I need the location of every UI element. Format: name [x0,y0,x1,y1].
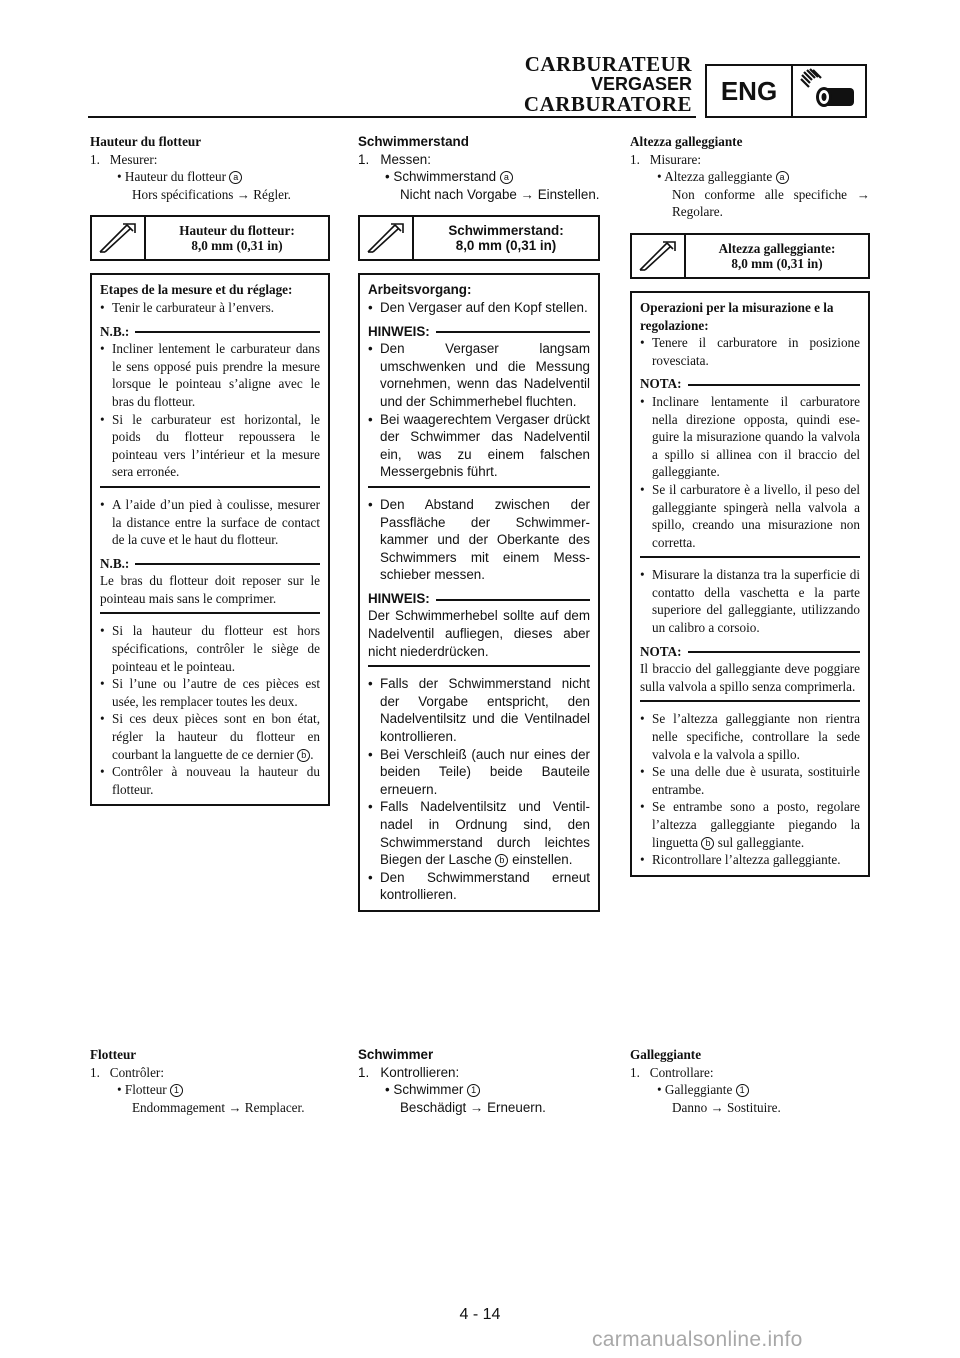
note-label: HINWEIS: [368,590,430,606]
note-end-rule [100,486,320,488]
float-heading: Galleggiante [630,1047,702,1062]
spec-value: 8,0 mm (0,31 in) [731,255,823,271]
note-item: • Incliner lentement le carburateur dans le sens opposé puis prendre la mesure lorsque le pointeau s’aligne avec le bras du flotteur. [100,340,320,410]
note-item: • Bei waagerechtem Vergaser drückt der Schwimmer das Nadelventil ein, was zu einem falschen Messergebnis führt. [368,411,590,481]
procedure-step: • Tenere il carburatore in posizione rovesciata. [640,334,860,369]
ref-mark-1: 1 [170,1084,183,1097]
check-item: • Galleggiante 1 [630,1081,870,1099]
note-label: NOTA: [640,376,682,392]
procedure-step: • Den Vergaser auf den Kopf stellen. [368,299,590,317]
procedure-step: • Ricontrollare l’altezza galleggiante. [640,851,860,869]
title-de: VERGASER [590,74,692,94]
spec-label: Altezza galleggiante: [718,240,836,256]
spec-value: 8,0 mm (0,31 in) [191,238,283,254]
ref-mark-a: a [500,171,513,184]
caliper-icon [92,217,146,259]
measure-item: • Hauteur du flotteur a [90,168,330,186]
note-item: • Inclinare lentamente il carburatore nella direzione opposta, quindi eseguire la misurazione quando la valvola a spillo si allinea con il braccio del galleggiante. [640,393,860,481]
column-french [90,133,330,806]
step-measure: 1. Mesurer: [90,151,158,167]
note-header [368,323,590,341]
procedure-step: • Se l’altezza galleggiante non rientra nelle specifiche, controllare la sede valvola e la valvola a spillo. [640,710,860,763]
column-german [358,133,600,912]
spec-box [630,233,870,279]
step-measure: 1. Messen: [358,151,431,167]
section-badge [705,64,867,118]
caliper-icon [632,235,686,277]
ref-mark-b: b [495,854,508,867]
spec-box [90,215,330,261]
note-text: Il braccio del galleggiante deve poggiare sulla valvola a spillo senza comprimerla. [640,661,860,694]
float-height-heading: Altezza galleggiante [630,134,743,149]
procedure-step: • Den Abstand zwischen der Passfläche der Schwimmerkammer und der Oberkante des Schwimmers mit einem Messschieber messen. [368,496,590,584]
column-german-float [358,1046,600,1116]
procedure-step: • Falls Nadelventilsitz und Ventilnadel in Ordnung sind, den Schwimmerstand durch leichtes Biegen der Lasche b einstellen. [368,798,590,868]
note-header [100,555,320,573]
float-height-heading: Schwimmerstand [358,134,469,149]
step-check: 1. Contrôler: [90,1064,164,1080]
note-end-rule [368,665,590,667]
column-french-float [90,1046,330,1116]
note-end-rule [640,556,860,558]
procedure-step: • Si la hauteur du flotteur est hors spécifications, contrôler le siège de pointeau et le pointeau. [100,622,320,675]
note-item: • Den Vergaser langsam umschwenken und die Messung vornehmen, wenn das Nadelventil und der Schimmerhebel fluchten. [368,340,590,410]
ref-mark-1: 1 [736,1084,749,1097]
caliper-icon [360,217,414,259]
measure-item: • Schwimmerstand a [358,168,600,186]
procedure-step: • Si l’une ou l’autre de ces pièces est usée, les remplacer toutes les deux. [100,675,320,710]
note-end-rule [368,486,590,488]
spec-label: Schwimmerstand: [448,223,564,239]
note-header [640,643,860,661]
ref-mark-b: b [297,749,310,762]
note-label: N.B.: [100,555,130,571]
procedure-title: Operazioni per la misurazione e la regolazione: [640,299,834,333]
check-result: Danno → Sostituire. [672,1099,781,1115]
measure-result: Hors spécifications → Régler. [132,186,291,202]
procedure-step: • Se una delle due è usurata, sostituirle entrambe. [640,763,860,798]
step-check: 1. Controllare: [630,1064,714,1080]
float-heading: Flotteur [90,1047,137,1062]
note-label: HINWEIS: [368,323,430,339]
procedure-title: Etapes de la mesure et du réglage: [100,282,293,298]
measure-result: Non conforme alle specifiche → Regolare. [672,186,870,220]
header-rule [88,116,696,118]
check-result: Endommagement → Remplacer. [132,1099,305,1115]
note-item: • Se il carburatore è a livello, il peso del galleggiante spingerà nella valvola a spillo, creando una misurazione non corretta. [640,481,860,551]
check-item: • Schwimmer 1 [358,1081,600,1099]
note-text: Der Schwimmerhebel sollte auf dem Nadelventil aufliegen, dieses aber nicht niederdrücken. [368,608,590,659]
procedure-step: • Contrôler à nouveau la hauteur du flotteur. [100,763,320,798]
procedure-step: • Se entrambe sono a posto, regolare l’altezza galleggiante piegando la linguetta b sul galleggiante. [640,798,860,851]
note-label: NOTA: [640,643,682,659]
procedure-step: • Misurare la distanza tra la superficie di contatto della vaschetta e la parte superiore del galleggiante, utilizzando un calibro a corsoio. [640,566,860,636]
measure-result: Nicht nach Vorgabe → Einstellen. [400,186,600,202]
procedure-title: Arbeitsvorgang: [368,282,472,298]
column-italian-float [630,1046,870,1116]
note-header [368,590,590,608]
ref-mark-a: a [229,171,242,184]
float-heading: Schwimmer [358,1047,434,1062]
column-italian [630,133,870,877]
procedure-step: • Falls der Schwimmerstand nicht der Vorgabe entspricht, den Nadelventilsitz und die Ventilnadel kontrollieren. [368,675,590,745]
ref-mark-a: a [776,171,789,184]
procedure-step: • Den Schwimmerstand erneut kontrollieren. [368,869,590,904]
section-badge-label: ENG [707,66,793,116]
note-header [640,375,860,393]
procedure-box [90,273,330,806]
procedure-step: • Si ces deux pièces sont en bon état, régler la hauteur du flotteur en courbant la languette de ce dernier b . [100,710,320,763]
procedure-step: • Tenir le carburateur à l’envers. [100,299,320,317]
procedure-step: • Bei Verschleiß (auch nur eines der beiden Teile) beide Bauteile erneuern. [368,746,590,799]
step-measure: 1. Misurare: [630,151,702,167]
procedure-box [630,291,870,877]
watermark: carmanualsonline.info [592,1328,803,1351]
engine-wrench-icon [793,66,865,116]
note-text: Le bras du flotteur doit reposer sur le pointeau mais sans le comprimer. [100,573,320,606]
note-end-rule [640,700,860,702]
ref-mark-b: b [701,837,714,850]
title-it: CARBURATORE [523,92,692,116]
spec-label: Hauteur du flotteur: [179,223,295,239]
title-fr: CARBURATEUR [524,52,692,76]
check-result: Beschädigt → Erneuern. [400,1099,546,1115]
section-title-block [524,54,692,114]
check-item: • Flotteur 1 [90,1081,330,1099]
ref-mark-1: 1 [467,1084,480,1097]
measure-item: • Altezza galleggiante a [630,168,870,186]
page-number: 4 - 14 [459,1306,501,1323]
measure-item-label: Hauteur du flotteur [124,169,226,185]
float-height-heading: Hauteur du flotteur [90,134,202,149]
step-check: 1. Kontrollieren: [358,1064,460,1080]
note-header [100,323,320,341]
spec-value: 8,0 mm (0,31 in) [455,238,557,254]
procedure-box [358,273,600,912]
note-label: N.B.: [100,323,130,339]
spec-box [358,215,600,261]
procedure-step: • A l’aide d’un pied à coulisse, mesurer la distance entre la surface de contact de la cuve et le haut du flotteur. [100,496,320,549]
note-end-rule [100,612,320,614]
note-item: • Si le carburateur est horizontal, le poids du flotteur repoussera le pointeau vers l’intérieur et la mesure sera erronée. [100,411,320,481]
